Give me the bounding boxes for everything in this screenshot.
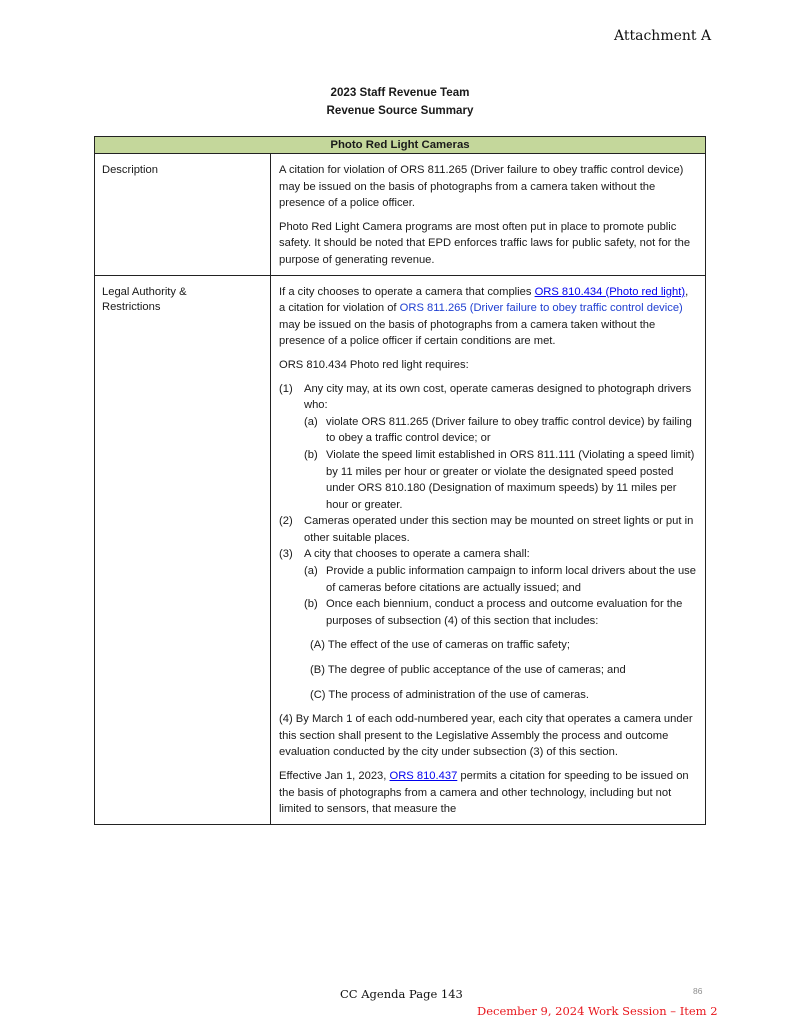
list-item: (b) Violate the speed limit established in ORS 811.111 (Violating a speed limit) by 11 miles per hour or greater or violate the designated speed posted under ORS 810.180 (Designation of maximum speeds) by 11 miles per hour or greater. xyxy=(304,448,695,511)
list-item: (a) violate ORS 811.265 (Driver failure to obey traffic control device) by failing to obey a traffic control device; or xyxy=(304,415,692,445)
list-item: (1) Any city may, at its own cost, operate cameras designed to photograph drivers who: (a) violate ORS 811.265 (Driver failure to obey traffic control device) by failing to obey a traffic control device; or (b) Violate the speed limit established in ORS 811.111 (Violating a speed limit) by 11 miles per hour or greater or violate the designated speed posted under ORS 810.180 (Designation of maximum speeds) by 11 miles per hour or greater. xyxy=(279,381,697,514)
sub-list xyxy=(304,414,697,514)
ors-810-437-link[interactable]: ORS 810.437 xyxy=(389,770,458,782)
description-paragraph: A citation for violation of ORS 811.265 (Driver failure to obey traffic control device) may be issued on the basis of photographs from a camera taken without the presence of a police officer. xyxy=(279,164,684,210)
intro-paragraph: If a city chooses to operate a camera that complies ORS 810.434 (Photo red light), a citation for violation of ORS 811.265 (Driver failure to obey traffic control device) may be issued on the basis of photographs from a camera taken without the presence of a police officer if certain conditions are met. xyxy=(279,285,689,348)
footer-agenda-page: CC Agenda Page 143 xyxy=(340,987,463,1001)
table-heading: Photo Red Light Cameras xyxy=(95,137,706,154)
table-row-description xyxy=(95,154,706,276)
requires-heading: ORS 810.434 Photo red light requires: xyxy=(279,358,469,371)
footer-work-session: December 9, 2024 Work Session – Item 2 xyxy=(477,1004,718,1018)
document-title xyxy=(0,84,800,120)
row-label: Description xyxy=(95,154,271,276)
title-line-1: 2023 Staff Revenue Team xyxy=(330,86,470,99)
sub-list xyxy=(304,563,697,629)
legal-authority-content xyxy=(271,275,706,824)
title-line-2: Revenue Source Summary xyxy=(326,104,474,117)
evaluation-criterion: (A) The effect of the use of cameras on traffic safety; xyxy=(310,639,570,652)
ors-810-434-link[interactable]: ORS 810.434 (Photo red light) xyxy=(534,285,686,298)
list-item: (2) Cameras operated under this section may be mounted on street lights or put in other suitable places. xyxy=(279,515,694,544)
requirements-list xyxy=(279,381,697,630)
list-item: (b) Once each biennium, conduct a process and outcome evaluation for the purposes of subsection (4) of this section that includes: xyxy=(304,598,683,627)
description-paragraph: Photo Red Light Camera programs are most often put in place to promote public safety. It should be noted that EPD enforces traffic laws for public safety, not for the purpose of generating revenue. xyxy=(279,220,691,266)
row-label: Legal Authority & Restrictions xyxy=(95,275,271,824)
description-content xyxy=(271,154,706,276)
footer-page-number: 86 xyxy=(693,986,703,996)
effective-paragraph: Effective Jan 1, 2023, ORS 810.437 permits a citation for speeding to be issued on the basis of photographs from a camera and other technology, including but not limited to sensors, that measure the xyxy=(279,770,689,816)
list-item: (3) A city that chooses to operate a camera shall: (a) Provide a public information campaign to inform local drivers about the use of cameras before citations are actually issued; and (b) Once each biennium, conduct a process and outcome evaluation for the purposes of subsection (4) of this section that includes: xyxy=(279,546,697,629)
item-4-paragraph: (4) By March 1 of each odd-numbered year, each city that operates a camera under this section shall present to the Legislative Assembly the process and outcome evaluation conducted by the city under subsection (3) of this section. xyxy=(279,713,693,759)
revenue-source-table xyxy=(94,136,706,825)
attachment-label: Attachment A xyxy=(614,28,712,44)
evaluation-criterion: (C) The process of administration of the use of cameras. xyxy=(310,688,589,701)
table-row-legal-authority xyxy=(95,275,706,824)
ors-811-265-link[interactable]: ORS 811.265 (Driver failure to obey traffic control device) xyxy=(399,302,683,315)
evaluation-criterion: (B) The degree of public acceptance of the use of cameras; and xyxy=(310,664,626,677)
list-item: (a) Provide a public information campaign to inform local drivers about the use of cameras before citations are actually issued; and xyxy=(304,565,697,594)
